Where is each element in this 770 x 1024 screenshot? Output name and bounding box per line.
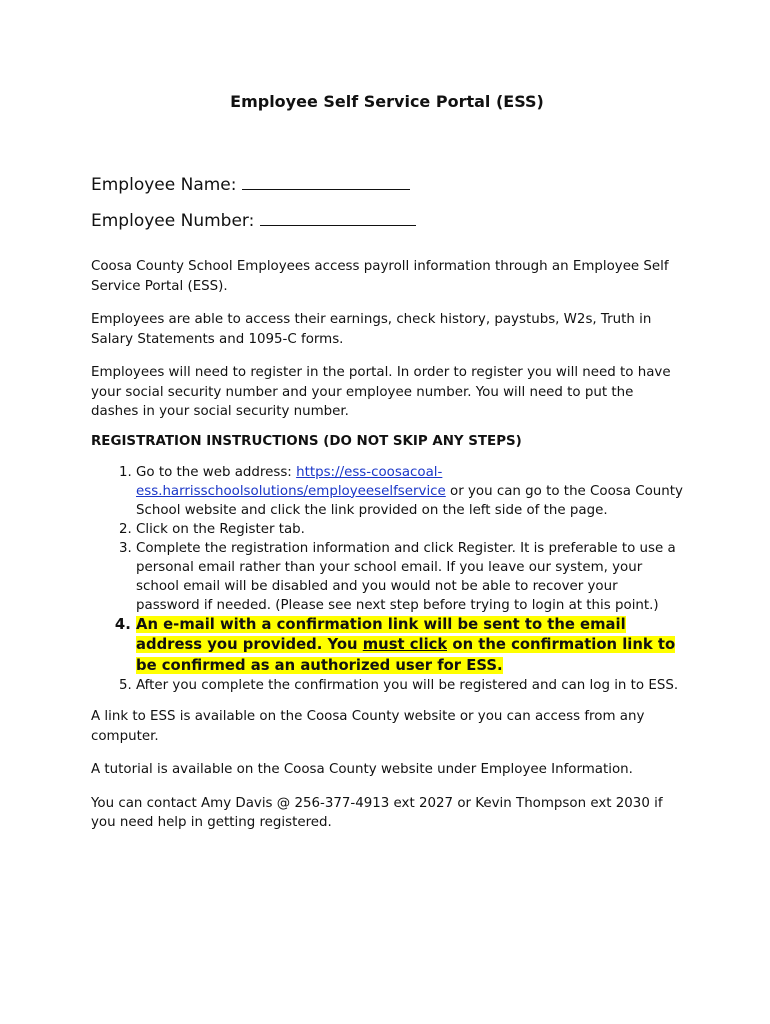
register-paragraph: Employees will need to register in the portal. In order to register you will need to have your social security number and your employee number. You will need to put the dashes in your social security number. — [91, 365, 671, 419]
step-4-text-b: on the confirmation link to be confirmed as an authorized user for ESS. — [136, 636, 676, 674]
link-paragraph: A link to ESS is available on the Coosa County website or you can access from any computer. — [91, 709, 645, 744]
instructions-heading: REGISTRATION INSTRUCTIONS (DO NOT SKIP ANY STEPS) — [91, 433, 522, 449]
ess-link[interactable]: https://ess-coosacoal-ess.harrisschoolsolutions/employeeselfservice — [136, 464, 446, 499]
employee-name-label: Employee Name: — [91, 175, 237, 195]
step-5: 5. After you complete the confirmation you will be registered and can log in to ESS. — [136, 676, 683, 695]
employee-name-field — [91, 173, 683, 195]
contact-paragraph: You can contact Amy Davis @ 256-377-4913 ext 2027 or Kevin Thompson ext 2030 if you need help in getting registered. — [91, 795, 663, 830]
page-title: Employee Self Service Portal (ESS) — [230, 92, 544, 111]
intro-paragraph: Coosa County School Employees access payroll information through an Employee Self Service Portal (ESS). — [91, 259, 669, 294]
employee-number-field — [91, 209, 683, 231]
instructions-list — [91, 463, 683, 696]
step-3: 3. Complete the registration information and click Register. It is preferable to use a personal email rather than your school email. If you leave our system, your school email will be disabled and you would not be able to recover your password if needed. (Please see next step before trying to login at this point.) — [136, 539, 683, 615]
access-paragraph: Employees are able to access their earnings, check history, paystubs, W2s, Truth in Salary Statements and 1095-C forms. — [91, 312, 652, 347]
step-1-suffix: or you can go to the Coosa County School website and click the link provided on the left side of the page. — [136, 483, 683, 518]
step-4 — [136, 615, 683, 677]
step-1 — [136, 463, 683, 520]
step-4-text-a: An e-mail with a confirmation link will be sent to the email address you provided. You — [136, 615, 626, 653]
employee-number-label: Employee Number: — [91, 211, 255, 231]
document-page — [91, 92, 683, 833]
step-2: 2. Click on the Register tab. — [136, 520, 683, 539]
tutorial-paragraph: A tutorial is available on the Coosa County website under Employee Information. — [91, 762, 633, 777]
step-1-prefix: Go to the web address: — [136, 464, 297, 480]
employee-number-blank — [260, 209, 416, 226]
employee-name-blank — [242, 173, 410, 190]
step-4-must-click: must click — [362, 636, 448, 653]
